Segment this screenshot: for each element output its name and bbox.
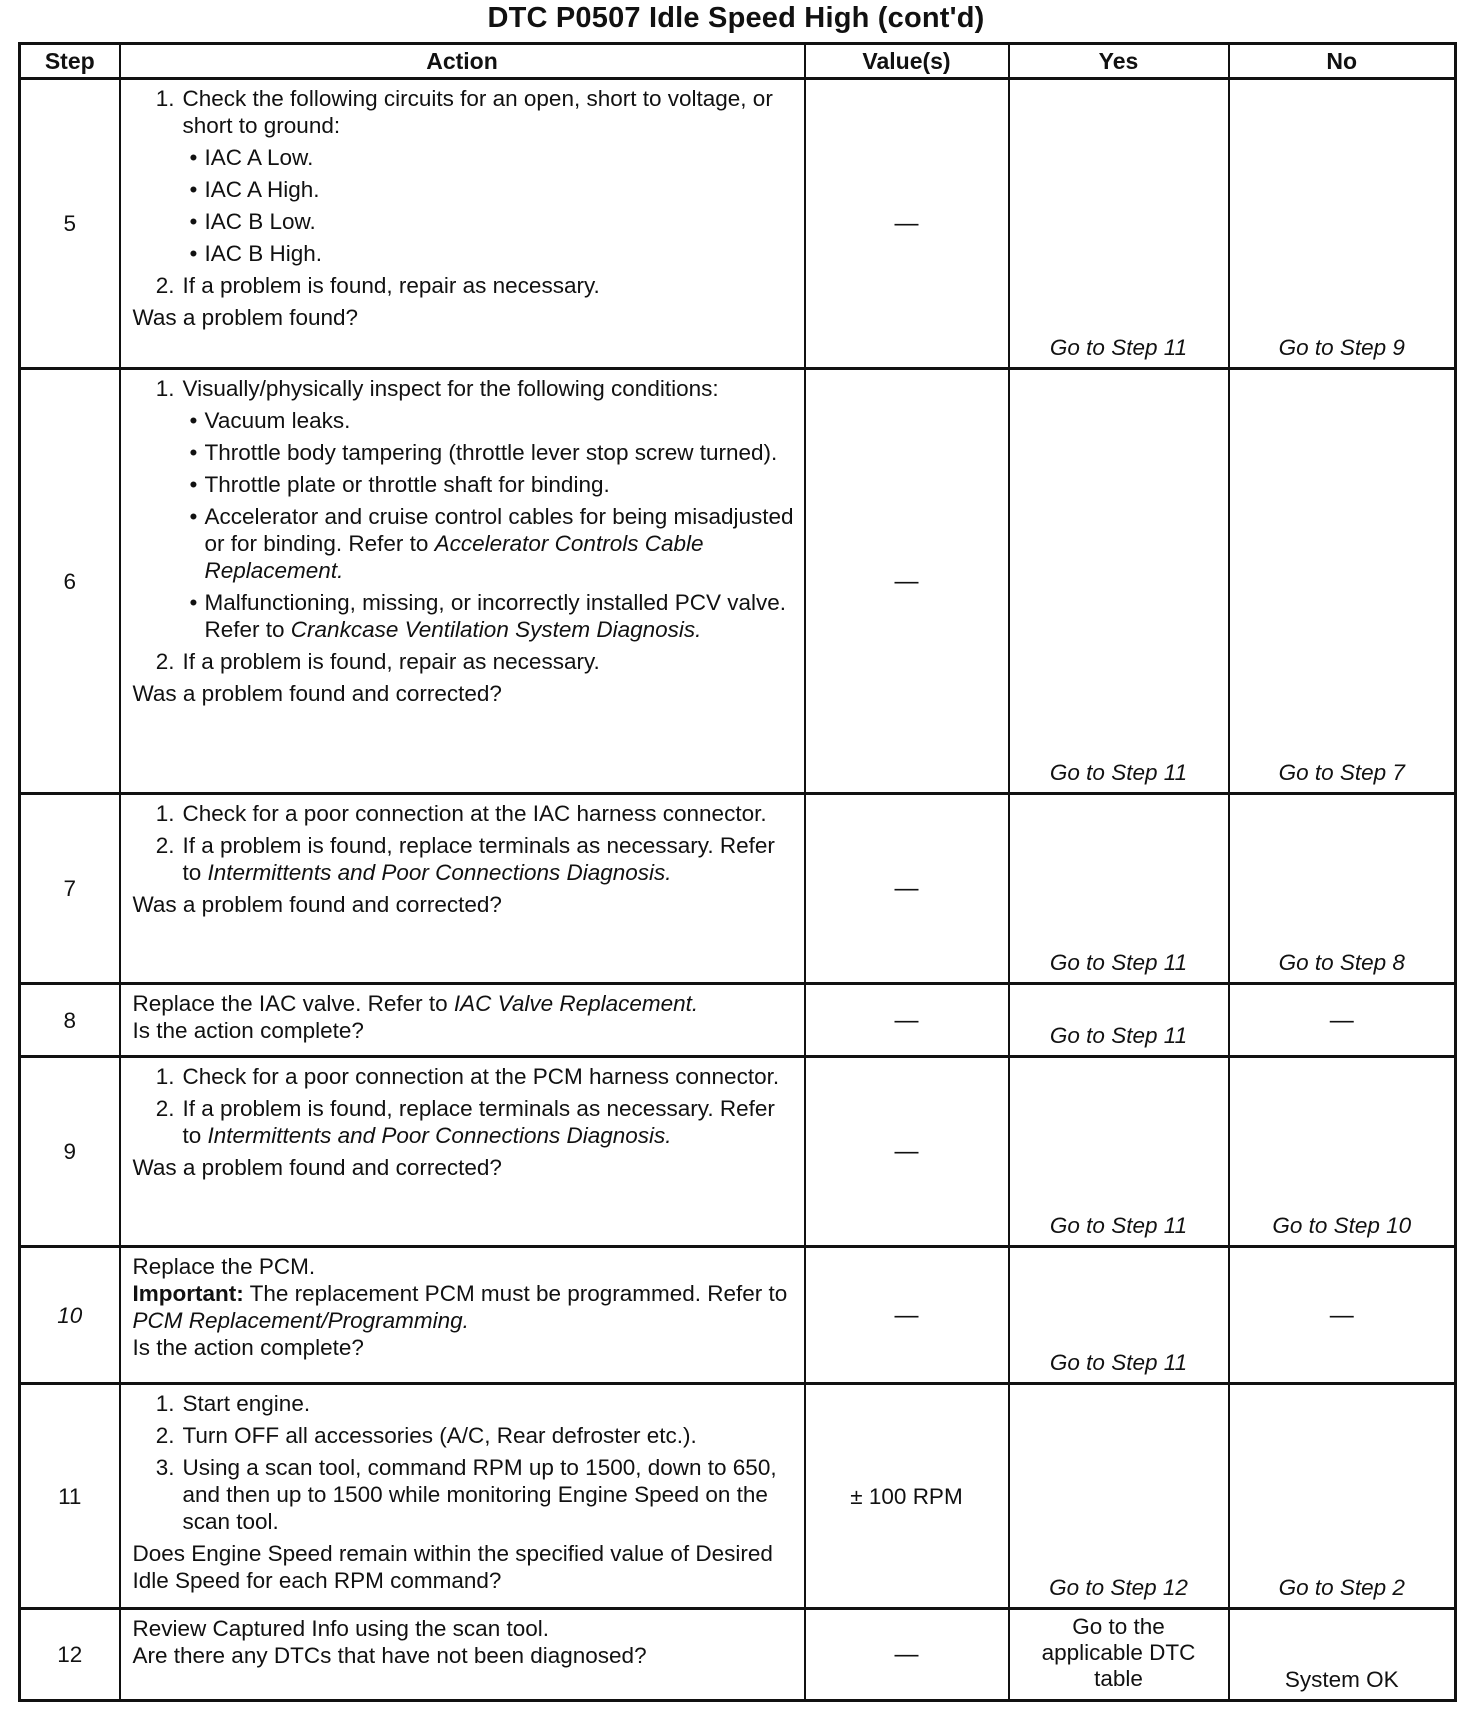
yes-cell: Go to Step 11 (1009, 1247, 1229, 1384)
action-cell (120, 1384, 805, 1609)
step-number: 9 (20, 1057, 120, 1247)
list-item: 1. Check for a poor connection at the PCM harness connector. (155, 1064, 780, 1089)
list-item: 1. Check the following circuits for an open, short to voltage, or short to ground: • IAC A Low. • IAC A High. • IAC B Low. • IAC B High. (133, 85, 798, 267)
action-cell (120, 1057, 805, 1247)
step-number: 8 (20, 984, 120, 1057)
question-text: Is the action complete? (132, 1335, 364, 1360)
yes-cell: Go to the applicable DTC table (1009, 1609, 1229, 1701)
bullet-item: • IAC B High. (189, 241, 323, 266)
table-row-step-8 (20, 984, 1456, 1057)
bullet-item: • IAC A High. (189, 177, 320, 202)
list-item: 1. Start engine. (155, 1391, 311, 1416)
yes-cell: Go to Step 11 (1009, 1057, 1229, 1247)
action-cell (120, 79, 805, 369)
action-text: Replace the PCM. (132, 1254, 316, 1279)
value-cell: ± 100 RPM (805, 1384, 1009, 1609)
step-number: 6 (20, 369, 120, 794)
action-text: Replace the IAC valve. Refer to IAC Valve Replacement. (132, 991, 699, 1016)
diagnostic-table (18, 42, 1457, 1702)
list-item: 1. Check for a poor connection at the IAC harness connector. (155, 801, 767, 826)
bullet-item: • IAC A Low. (189, 145, 314, 170)
no-cell: Go to Step 10 (1229, 1057, 1456, 1247)
no-cell: Go to Step 8 (1229, 794, 1456, 984)
question-text: Was a problem found and corrected? (132, 892, 502, 917)
bullet-item: • Throttle plate or throttle shaft for binding. (189, 472, 610, 497)
action-cell (120, 1247, 805, 1384)
list-item: 3. Using a scan tool, command RPM up to 1500, down to 650, and then up to 1500 while monitoring Engine Speed on the scan tool. (155, 1455, 777, 1534)
bullet-item: • Accelerator and cruise control cables for being misadjusted or for binding. Refer to Accelerator Controls Cable Replacement. (189, 504, 794, 583)
value-cell: — (805, 794, 1009, 984)
header-step: Step (20, 44, 120, 79)
yes-cell: Go to Step 11 (1009, 79, 1229, 369)
value-cell: — (805, 1247, 1009, 1384)
table-row-step-10 (20, 1247, 1456, 1384)
no-cell: Go to Step 2 (1229, 1384, 1456, 1609)
value-cell: — (805, 79, 1009, 369)
bullet-item: • Throttle body tampering (throttle lever stop screw turned). (189, 440, 778, 465)
no-cell: System OK (1229, 1609, 1456, 1701)
no-cell: — (1229, 1247, 1456, 1384)
question-text: Are there any DTCs that have not been diagnosed? (132, 1643, 647, 1668)
header-yes: Yes (1009, 44, 1229, 79)
table-row-step-6 (20, 369, 1456, 794)
no-cell: Go to Step 9 (1229, 79, 1456, 369)
value-cell: — (805, 984, 1009, 1057)
list-item: 2. Turn OFF all accessories (A/C, Rear defroster etc.). (155, 1423, 697, 1448)
bullet-item: • IAC B Low. (189, 209, 316, 234)
table-row-step-11 (20, 1384, 1456, 1609)
list-item: 1. Visually/physically inspect for the following conditions: • Vacuum leaks. • Throttle body tampering (throttle lever stop screw turned). • Throttle plate or throttle shaft for binding. • Accelerator and cruise control cables for being misadjusted or for binding. Refer to Accelerator Controls Cable Replacement. • Malfunctioning, missing, or incorrectly installed PCV valve. Refer to Crankcase Ventilation System Diagnosis. (133, 375, 798, 643)
step-number: 11 (20, 1384, 120, 1609)
table-row-step-7 (20, 794, 1456, 984)
header-action: Action (120, 44, 805, 79)
action-cell (120, 984, 805, 1057)
no-cell: Go to Step 7 (1229, 369, 1456, 794)
yes-cell: Go to Step 11 (1009, 984, 1229, 1057)
action-cell (120, 794, 805, 984)
step-number: 10 (20, 1247, 120, 1384)
question-text: Is the action complete? (132, 1018, 364, 1043)
page-title: DTC P0507 Idle Speed High (cont'd) (487, 2, 985, 34)
table-row-step-5 (20, 79, 1456, 369)
bullet-item: • Vacuum leaks. (189, 408, 351, 433)
header-row (20, 44, 1456, 79)
step-number: 5 (20, 79, 120, 369)
header-value: Value(s) (805, 44, 1009, 79)
step-number: 12 (20, 1609, 120, 1701)
header-no: No (1229, 44, 1456, 79)
table-row-step-9 (20, 1057, 1456, 1247)
action-cell (120, 369, 805, 794)
important-note: Important: The replacement PCM must be programmed. Refer to PCM Replacement/Programming. (132, 1281, 788, 1333)
action-text: Review Captured Info using the scan tool. (132, 1616, 549, 1641)
question-text: Was a problem found and corrected? (132, 1155, 502, 1180)
table-row-step-12 (20, 1609, 1456, 1701)
value-cell: — (805, 1609, 1009, 1701)
value-cell: — (805, 369, 1009, 794)
yes-cell: Go to Step 11 (1009, 369, 1229, 794)
list-item: 2. If a problem is found, replace terminals as necessary. Refer to Intermittents and Poor Connections Diagnosis. (155, 1096, 775, 1148)
no-cell: — (1229, 984, 1456, 1057)
question-text: Does Engine Speed remain within the specified value of Desired Idle Speed for each RPM command? (132, 1541, 773, 1593)
question-text: Was a problem found? (132, 305, 359, 330)
action-cell (120, 1609, 805, 1701)
yes-cell: Go to Step 11 (1009, 794, 1229, 984)
value-cell: — (805, 1057, 1009, 1247)
list-item: 2. If a problem is found, repair as necessary. (155, 273, 600, 298)
bullet-item: • Malfunctioning, missing, or incorrectly installed PCV valve. Refer to Crankcase Ventilation System Diagnosis. (189, 590, 786, 642)
list-item: 2. If a problem is found, replace terminals as necessary. Refer to Intermittents and Poor Connections Diagnosis. (155, 833, 775, 885)
list-item: 2. If a problem is found, repair as necessary. (155, 649, 600, 674)
yes-cell: Go to Step 12 (1009, 1384, 1229, 1609)
question-text: Was a problem found and corrected? (132, 681, 502, 706)
step-number: 7 (20, 794, 120, 984)
